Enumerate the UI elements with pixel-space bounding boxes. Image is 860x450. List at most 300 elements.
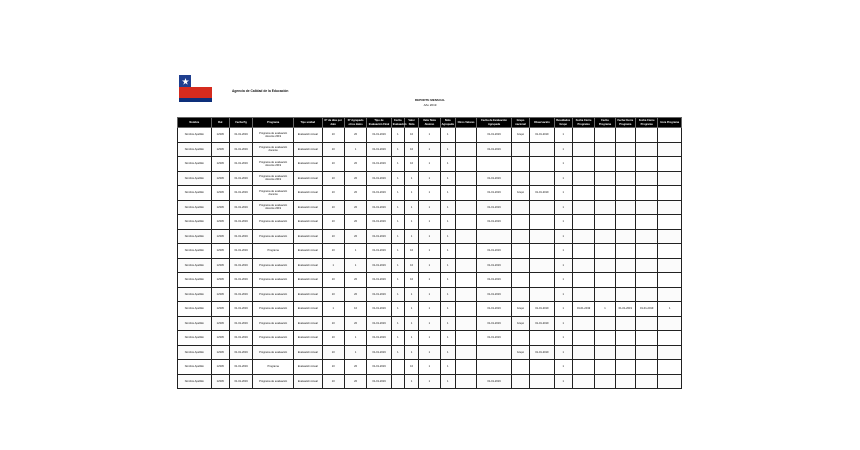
table-row xyxy=(178,273,682,288)
table-cell: 01-01-2019 xyxy=(530,302,554,317)
table-cell: 1 xyxy=(440,287,455,302)
table-cell: 1 xyxy=(391,331,404,346)
table-cell: 1 xyxy=(404,229,418,244)
table-row xyxy=(178,244,682,259)
table-cell: 1 xyxy=(440,229,455,244)
table-cell: 01-01-2019 xyxy=(530,186,554,201)
table-cell xyxy=(477,345,512,360)
table-cell: Programa de evaluación xyxy=(253,302,294,317)
table-cell: 12345 xyxy=(211,244,229,259)
table-cell xyxy=(530,244,554,259)
table-cell: 12345 xyxy=(211,157,229,172)
table-cell: 1 xyxy=(440,157,455,172)
table-cell: Evaluación Anual xyxy=(294,360,323,375)
table-cell: Programa xyxy=(253,360,294,375)
table-cell xyxy=(636,157,658,172)
table-cell: 01-01-2019 xyxy=(229,186,252,201)
column-header: Resultados Grupo xyxy=(554,118,572,128)
table-cell xyxy=(595,229,615,244)
table-cell: 1 xyxy=(440,215,455,230)
table-cell: 1 xyxy=(344,142,366,157)
table-cell xyxy=(595,273,615,288)
table-cell: 1 xyxy=(404,302,418,317)
table-cell xyxy=(615,345,635,360)
table-cell: 01-01-2019 xyxy=(367,157,391,172)
table-cell: 1 xyxy=(404,215,418,230)
table-cell: Grupo xyxy=(511,345,529,360)
table-cell xyxy=(615,244,635,259)
table-cell: 1 xyxy=(554,316,572,331)
table-cell: 20 xyxy=(344,215,366,230)
table-cell: 01-01-2019 xyxy=(477,273,512,288)
column-header: Hora Programa xyxy=(658,118,682,128)
table-cell: Programa de evaluación xyxy=(253,215,294,230)
table-cell: 01-01-2019 xyxy=(367,345,391,360)
table-cell: 1 xyxy=(440,200,455,215)
table-cell xyxy=(572,244,594,259)
table-cell xyxy=(511,273,529,288)
table-cell: 01-01-2019 xyxy=(229,171,252,186)
table-cell xyxy=(595,142,615,157)
table-cell: 1 xyxy=(554,287,572,302)
table-cell xyxy=(391,360,404,375)
table-cell: 10 xyxy=(322,360,344,375)
table-cell: 10 xyxy=(322,157,344,172)
table-cell: 20 xyxy=(344,360,366,375)
table-cell xyxy=(530,273,554,288)
table-cell: 12345 xyxy=(211,360,229,375)
table-cell: Grupo xyxy=(511,316,529,331)
table-cell: Nombre Apellido xyxy=(178,200,212,215)
table-cell: 01-01-2019 xyxy=(367,258,391,273)
table-cell xyxy=(636,171,658,186)
table-cell: 1 xyxy=(419,200,440,215)
table-cell: 10 xyxy=(322,142,344,157)
table-cell: Nombre Apellido xyxy=(178,273,212,288)
table-cell: 01-01-2019 xyxy=(367,186,391,201)
table-cell: 12345 xyxy=(211,345,229,360)
table-cell: 10 xyxy=(322,331,344,346)
table-cell: 01-01-2019 xyxy=(367,244,391,259)
table-cell: 1 xyxy=(344,345,366,360)
government-logo xyxy=(179,75,212,103)
table-cell: 20 xyxy=(344,128,366,143)
table-cell: 01-01-2019 xyxy=(477,331,512,346)
table-cell: 1 xyxy=(554,258,572,273)
table-cell: 10 xyxy=(322,374,344,389)
table-cell xyxy=(636,229,658,244)
table-cell: 20 xyxy=(344,200,366,215)
table-cell: 1 xyxy=(404,374,418,389)
table-row xyxy=(178,360,682,375)
table-row xyxy=(178,287,682,302)
table-cell: 1 xyxy=(419,157,440,172)
table-cell: 01-01-2019 xyxy=(229,215,252,230)
table-cell: Programa de evaluación docente 2019 xyxy=(253,128,294,143)
table-cell: 12345 xyxy=(211,302,229,317)
column-header: N° de días por dato xyxy=(322,118,344,128)
table-cell: 1 xyxy=(419,229,440,244)
table-cell: Programa de evaluación xyxy=(253,374,294,389)
table-cell xyxy=(615,316,635,331)
table-cell: 01-01-2019 xyxy=(367,287,391,302)
table-cell: 1 xyxy=(344,331,366,346)
table-row xyxy=(178,374,682,389)
table-cell: 01-01-2019 xyxy=(367,360,391,375)
table-cell: Nombre Apellido xyxy=(178,157,212,172)
table-cell: 1 xyxy=(440,360,455,375)
table-cell xyxy=(455,360,476,375)
table-cell: 1 xyxy=(391,316,404,331)
column-header: Programa xyxy=(253,118,294,128)
table-cell: 01-01-2019 xyxy=(367,229,391,244)
table-cell: 01-01-2019 xyxy=(367,171,391,186)
table-cell: 1 xyxy=(419,374,440,389)
table-cell: 1 xyxy=(419,360,440,375)
table-cell: Programa de evaluación xyxy=(253,273,294,288)
table-cell: Evaluación Anual xyxy=(294,331,323,346)
table-cell: 1 xyxy=(419,142,440,157)
table-cell xyxy=(658,142,682,157)
table-cell xyxy=(511,142,529,157)
table-cell: 1 xyxy=(391,273,404,288)
table-cell xyxy=(530,157,554,172)
table-cell xyxy=(572,287,594,302)
table-cell: 01-01-2019 xyxy=(530,128,554,143)
table-cell xyxy=(595,360,615,375)
table-cell: Nombre Apellido xyxy=(178,186,212,201)
table-row xyxy=(178,142,682,157)
table-cell: 20 xyxy=(344,186,366,201)
table-cell: Grupo xyxy=(511,186,529,201)
table-cell: 1 xyxy=(440,345,455,360)
table-cell xyxy=(615,287,635,302)
table-cell: Evaluación Anual xyxy=(294,157,323,172)
table-cell: Evaluación Anual xyxy=(294,374,323,389)
table-cell: 01-01-2019 xyxy=(477,200,512,215)
table-cell xyxy=(636,360,658,375)
table-cell: 1 xyxy=(419,302,440,317)
table-cell: Nombre Apellido xyxy=(178,316,212,331)
table-cell: 1 xyxy=(391,157,404,172)
table-cell: 12345 xyxy=(211,374,229,389)
table-cell: 01-01-2019 xyxy=(229,345,252,360)
column-header: Nombre xyxy=(178,118,212,128)
table-cell: 01-01-2019 xyxy=(229,229,252,244)
table-cell xyxy=(572,258,594,273)
table-cell: 12345 xyxy=(211,171,229,186)
organization-name: Agencia de Calidad de la Educación xyxy=(232,89,289,93)
table-cell: 01-01-2019 xyxy=(477,215,512,230)
table-cell: 1 xyxy=(554,200,572,215)
table-cell: 1 xyxy=(440,171,455,186)
table-row xyxy=(178,215,682,230)
table-cell xyxy=(455,229,476,244)
table-cell xyxy=(636,374,658,389)
table-cell: 01-01-2019 xyxy=(229,302,252,317)
table-cell xyxy=(477,360,512,375)
table-cell: 1 xyxy=(419,273,440,288)
table-cell: 01-01-2019 xyxy=(615,302,635,317)
table-cell xyxy=(511,229,529,244)
table-row xyxy=(178,258,682,273)
table-cell xyxy=(595,258,615,273)
table-cell: 01-01-2019 xyxy=(229,374,252,389)
table-cell: 01-01-2019 xyxy=(530,345,554,360)
table-cell: 12345 xyxy=(211,200,229,215)
table-cell xyxy=(572,200,594,215)
column-header: Valor Nota xyxy=(404,118,418,128)
table-cell: 01-01-2019 xyxy=(367,331,391,346)
table-cell xyxy=(595,374,615,389)
table-cell xyxy=(572,186,594,201)
table-row xyxy=(178,331,682,346)
table-cell: 10 xyxy=(344,302,366,317)
table-cell: Evaluación Anual xyxy=(294,244,323,259)
table-cell xyxy=(615,157,635,172)
table-cell: 12345 xyxy=(211,273,229,288)
table-cell: 01-01-2019 xyxy=(229,360,252,375)
column-header: Fecha Cierre Programa xyxy=(636,118,658,128)
table-cell: 1 xyxy=(440,244,455,259)
table-cell: 1 xyxy=(554,360,572,375)
table-cell xyxy=(511,157,529,172)
table-cell: 01-01-2019 xyxy=(229,316,252,331)
table-cell: Evaluación Anual xyxy=(294,273,323,288)
table-cell: 12345 xyxy=(211,331,229,346)
table-cell: 1 xyxy=(419,258,440,273)
column-header: Rut xyxy=(211,118,229,128)
table-cell: 1 xyxy=(554,229,572,244)
table-cell xyxy=(530,331,554,346)
table-cell: Evaluación Anual xyxy=(294,345,323,360)
table-row xyxy=(178,345,682,360)
table-cell: 1 xyxy=(419,331,440,346)
table-cell: 1 xyxy=(554,244,572,259)
table-cell: 1 xyxy=(554,374,572,389)
table-cell: 1 xyxy=(419,244,440,259)
table-cell: 1 xyxy=(440,374,455,389)
table-cell: 01-01-2019 xyxy=(229,200,252,215)
table-cell: 1 xyxy=(554,331,572,346)
table-cell: 01-01-2019 xyxy=(367,316,391,331)
table-cell: 1 xyxy=(419,128,440,143)
table-cell: 1 xyxy=(404,331,418,346)
table-cell: Evaluación Anual xyxy=(294,215,323,230)
table-cell: Nombre Apellido xyxy=(178,331,212,346)
table-cell xyxy=(658,186,682,201)
table-cell xyxy=(615,258,635,273)
table-cell: 10 xyxy=(404,128,418,143)
table-cell xyxy=(455,200,476,215)
table-cell: Programa de evaluación xyxy=(253,331,294,346)
table-cell xyxy=(658,229,682,244)
table-cell xyxy=(615,215,635,230)
report-title: REPORTE MENSUAL xyxy=(414,98,446,102)
table-cell xyxy=(572,316,594,331)
table-cell xyxy=(530,200,554,215)
table-cell: 10 xyxy=(322,215,344,230)
table-cell: Evaluación Anual xyxy=(294,128,323,143)
table-cell: 1 xyxy=(391,229,404,244)
table-cell: 01-01-2019 xyxy=(477,244,512,259)
table-cell: 10 xyxy=(322,287,344,302)
table-cell xyxy=(658,316,682,331)
table-cell: 1 xyxy=(440,142,455,157)
table-cell xyxy=(636,273,658,288)
table-cell: Evaluación Anual xyxy=(294,258,323,273)
table-cell: 10 xyxy=(322,200,344,215)
table-cell: 01-01-2019 xyxy=(229,157,252,172)
table-cell xyxy=(455,302,476,317)
table-cell: Grupo xyxy=(511,302,529,317)
table-cell: Programa de evaluación xyxy=(253,287,294,302)
table-cell xyxy=(595,215,615,230)
table-cell xyxy=(658,128,682,143)
column-header: Fecha Pg xyxy=(229,118,252,128)
table-cell xyxy=(658,345,682,360)
table-cell xyxy=(595,186,615,201)
table-cell: 10 xyxy=(322,345,344,360)
table-cell xyxy=(615,171,635,186)
table-row xyxy=(178,128,682,143)
table-cell xyxy=(636,331,658,346)
table-cell xyxy=(477,229,512,244)
table-cell: 01-01-2019 xyxy=(229,258,252,273)
table-cell: 12345 xyxy=(211,142,229,157)
table-cell: 20 xyxy=(344,157,366,172)
table-cell: 1 xyxy=(344,244,366,259)
table-cell: 1 xyxy=(440,273,455,288)
table-cell: 01-01-2019 xyxy=(229,273,252,288)
table-cell xyxy=(572,331,594,346)
table-cell: Nombre Apellido xyxy=(178,302,212,317)
table-cell: 10 xyxy=(322,186,344,201)
table-cell: 01-01-2019 xyxy=(477,186,512,201)
table-cell xyxy=(636,287,658,302)
table-cell xyxy=(615,374,635,389)
table-cell xyxy=(455,244,476,259)
table-cell: 1 xyxy=(554,157,572,172)
table-cell: 20 xyxy=(344,171,366,186)
report-subtitle: Año 2019 xyxy=(423,103,437,107)
table-cell: 1 xyxy=(554,142,572,157)
column-header: Tipo de Evaluación Final xyxy=(368,119,390,126)
table-cell: 1 xyxy=(322,258,344,273)
table-cell: 01-01-2019 xyxy=(229,331,252,346)
table-cell xyxy=(615,186,635,201)
table-cell: Nombre Apellido xyxy=(178,345,212,360)
table-cell: 01-01-2019 xyxy=(367,128,391,143)
table-cell: 1 xyxy=(554,302,572,317)
table-cell xyxy=(530,258,554,273)
table-cell xyxy=(572,273,594,288)
table-cell: 01-01-2019 xyxy=(367,215,391,230)
table-cell xyxy=(572,345,594,360)
table-cell: 10 xyxy=(404,142,418,157)
table-cell xyxy=(636,258,658,273)
table-cell xyxy=(658,331,682,346)
table-cell: Programa de evaluación xyxy=(253,345,294,360)
table-cell: 01-01-2019 xyxy=(229,287,252,302)
table-cell xyxy=(615,229,635,244)
table-cell xyxy=(572,142,594,157)
table-cell xyxy=(511,171,529,186)
table-cell: 1 xyxy=(322,302,344,317)
table-cell: Nombre Apellido xyxy=(178,215,212,230)
table-cell: Evaluación Anual xyxy=(294,287,323,302)
table-cell: 1 xyxy=(344,258,366,273)
column-header: Otros Valores xyxy=(455,118,476,128)
table-cell: 10 xyxy=(322,128,344,143)
table-cell: 1 xyxy=(554,186,572,201)
table-cell: 01-01-2019 xyxy=(636,302,658,317)
table-cell: 1 xyxy=(391,186,404,201)
table-cell: 1 xyxy=(391,258,404,273)
table-cell xyxy=(595,157,615,172)
table-cell xyxy=(511,215,529,230)
table-cell: 1 xyxy=(440,186,455,201)
table-cell: Programa de evaluación docente xyxy=(253,186,294,201)
table-cell xyxy=(636,244,658,259)
table-cell: 1 xyxy=(404,316,418,331)
table-cell xyxy=(615,360,635,375)
table-cell xyxy=(595,316,615,331)
table-cell: Nombre Apellido xyxy=(178,142,212,157)
table-cell: 1 xyxy=(440,128,455,143)
table-cell: Nombre Apellido xyxy=(178,258,212,273)
table-cell xyxy=(636,215,658,230)
table-cell: Programa de evaluación docente xyxy=(253,142,294,157)
table-cell xyxy=(530,229,554,244)
table-cell: 10 xyxy=(322,244,344,259)
table-cell xyxy=(572,374,594,389)
table-cell: 01-01-2019 xyxy=(367,273,391,288)
table-cell: 1 xyxy=(419,186,440,201)
table-cell xyxy=(658,157,682,172)
table-cell xyxy=(511,258,529,273)
table-cell: 1 xyxy=(391,302,404,317)
table-cell xyxy=(615,200,635,215)
table-cell xyxy=(636,316,658,331)
table-cell: 1 xyxy=(419,287,440,302)
column-header: Fecha de Evaluación Agrupada xyxy=(477,118,512,128)
table-cell: 01-01-2019 xyxy=(477,258,512,273)
table-cell xyxy=(595,200,615,215)
table-cell xyxy=(615,331,635,346)
table-cell: 12345 xyxy=(211,316,229,331)
table-cell: 1 xyxy=(595,302,615,317)
table-cell xyxy=(455,142,476,157)
table-cell: Evaluación Anual xyxy=(294,302,323,317)
table-cell: 20 xyxy=(344,229,366,244)
table-cell: Programa de evaluación docente 2019 xyxy=(253,171,294,186)
table-cell xyxy=(658,258,682,273)
table-cell xyxy=(658,244,682,259)
table-cell: 10 xyxy=(322,229,344,244)
table-cell: Evaluación Anual xyxy=(294,229,323,244)
table-cell xyxy=(455,128,476,143)
table-cell xyxy=(530,171,554,186)
table-cell xyxy=(477,157,512,172)
table-cell: 01-01-2019 xyxy=(530,316,554,331)
table-cell: 10 xyxy=(322,171,344,186)
table-cell xyxy=(530,215,554,230)
table-cell xyxy=(658,360,682,375)
table-cell xyxy=(595,345,615,360)
table-cell: 01-01-2019 xyxy=(229,244,252,259)
table-cell xyxy=(595,244,615,259)
